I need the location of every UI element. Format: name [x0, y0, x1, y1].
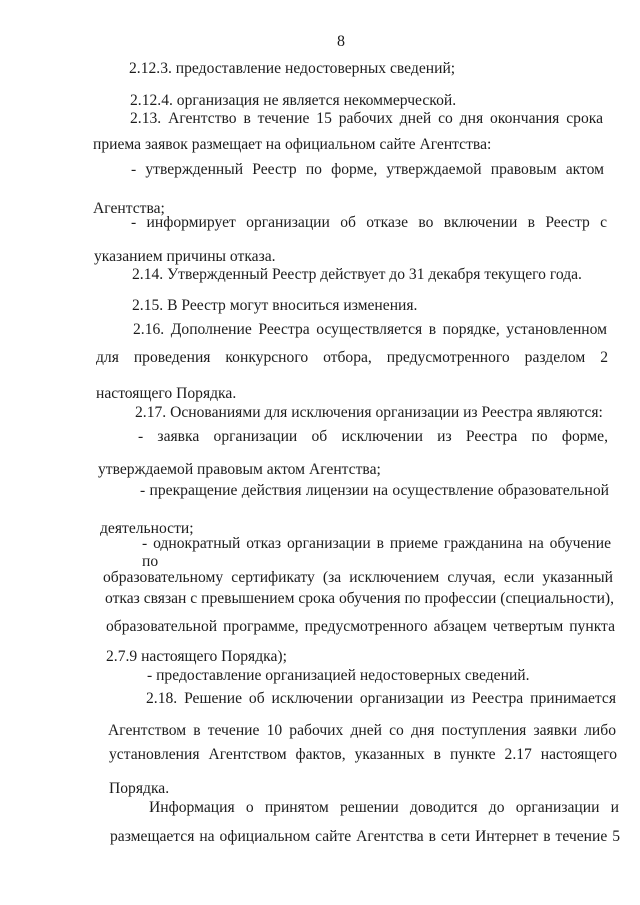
text-line: отказ связан с превышением срока обучения по профессии (специальности), [105, 590, 615, 607]
text-line: 2.17. Основаниями для исключения организации из Реестра являются: [135, 404, 603, 421]
text-line: образовательной программе, предусмотренного абзацем четвертым пункта [106, 618, 615, 635]
text-line: 2.13. Агентство в течение 15 рабочих дней со дня окончания срока [130, 110, 603, 127]
text-line: для проведения конкурсного отбора, предусмотренного разделом 2 [96, 349, 608, 366]
text-line: - однократный отказ организации в приеме гражданина на обучение по [142, 535, 611, 570]
text-line: настоящего Порядка. [96, 385, 237, 402]
text-line: деятельности; [100, 520, 194, 537]
text-line: - предоставление организацией недостоверных сведений. [147, 667, 530, 684]
text-line: утверждаемой правовым актом Агентства; [98, 461, 381, 478]
text-line: 2.14. Утвержденный Реестр действует до 31 декабря текущего года. [132, 266, 582, 283]
text-line: установления Агентством фактов, указанных в пункте 2.17 настоящего [109, 746, 617, 763]
text-line: образовательному сертификату (за исключением случая, если указанный [103, 569, 613, 586]
text-line: 2.15. В Реестр могут вноситься изменения. [132, 297, 418, 314]
text-line: Агентства; [93, 200, 165, 217]
text-line: - заявка организации об исключении из Реестра по форме, [138, 428, 608, 445]
text-line: 2.12.4. организация не является некоммерческой. [130, 92, 457, 109]
text-line: Порядка. [109, 780, 170, 797]
text-line: 2.12.3. предоставление недостоверных сведений; [129, 60, 456, 77]
page-number: 8 [337, 33, 345, 50]
text-line: Агентством в течение 10 рабочих дней со дня поступления заявки либо [108, 722, 616, 739]
text-line: - прекращение действия лицензии на осуществление образовательной [140, 482, 609, 499]
text-line: - информирует организации об отказе во включении в Реестр с [131, 214, 607, 231]
text-line: указанием причины отказа. [94, 248, 276, 265]
text-line: - утвержденный Реестр по форме, утверждаемой правовым актом [131, 161, 604, 178]
text-line: Информация о принятом решении доводится до организации и [149, 799, 619, 816]
text-line: 2.18. Решение об исключении организации из Реестра принимается [146, 690, 616, 707]
text-line: приема заявок размещает на официальном сайте Агентства: [93, 136, 492, 153]
text-line: 2.7.9 настоящего Порядка); [106, 648, 287, 665]
text-line: 2.16. Дополнение Реестра осуществляется в порядке, установленном [133, 321, 607, 338]
text-line: размещается на официальном сайте Агентства в сети Интернет в течение 5 [110, 828, 620, 845]
